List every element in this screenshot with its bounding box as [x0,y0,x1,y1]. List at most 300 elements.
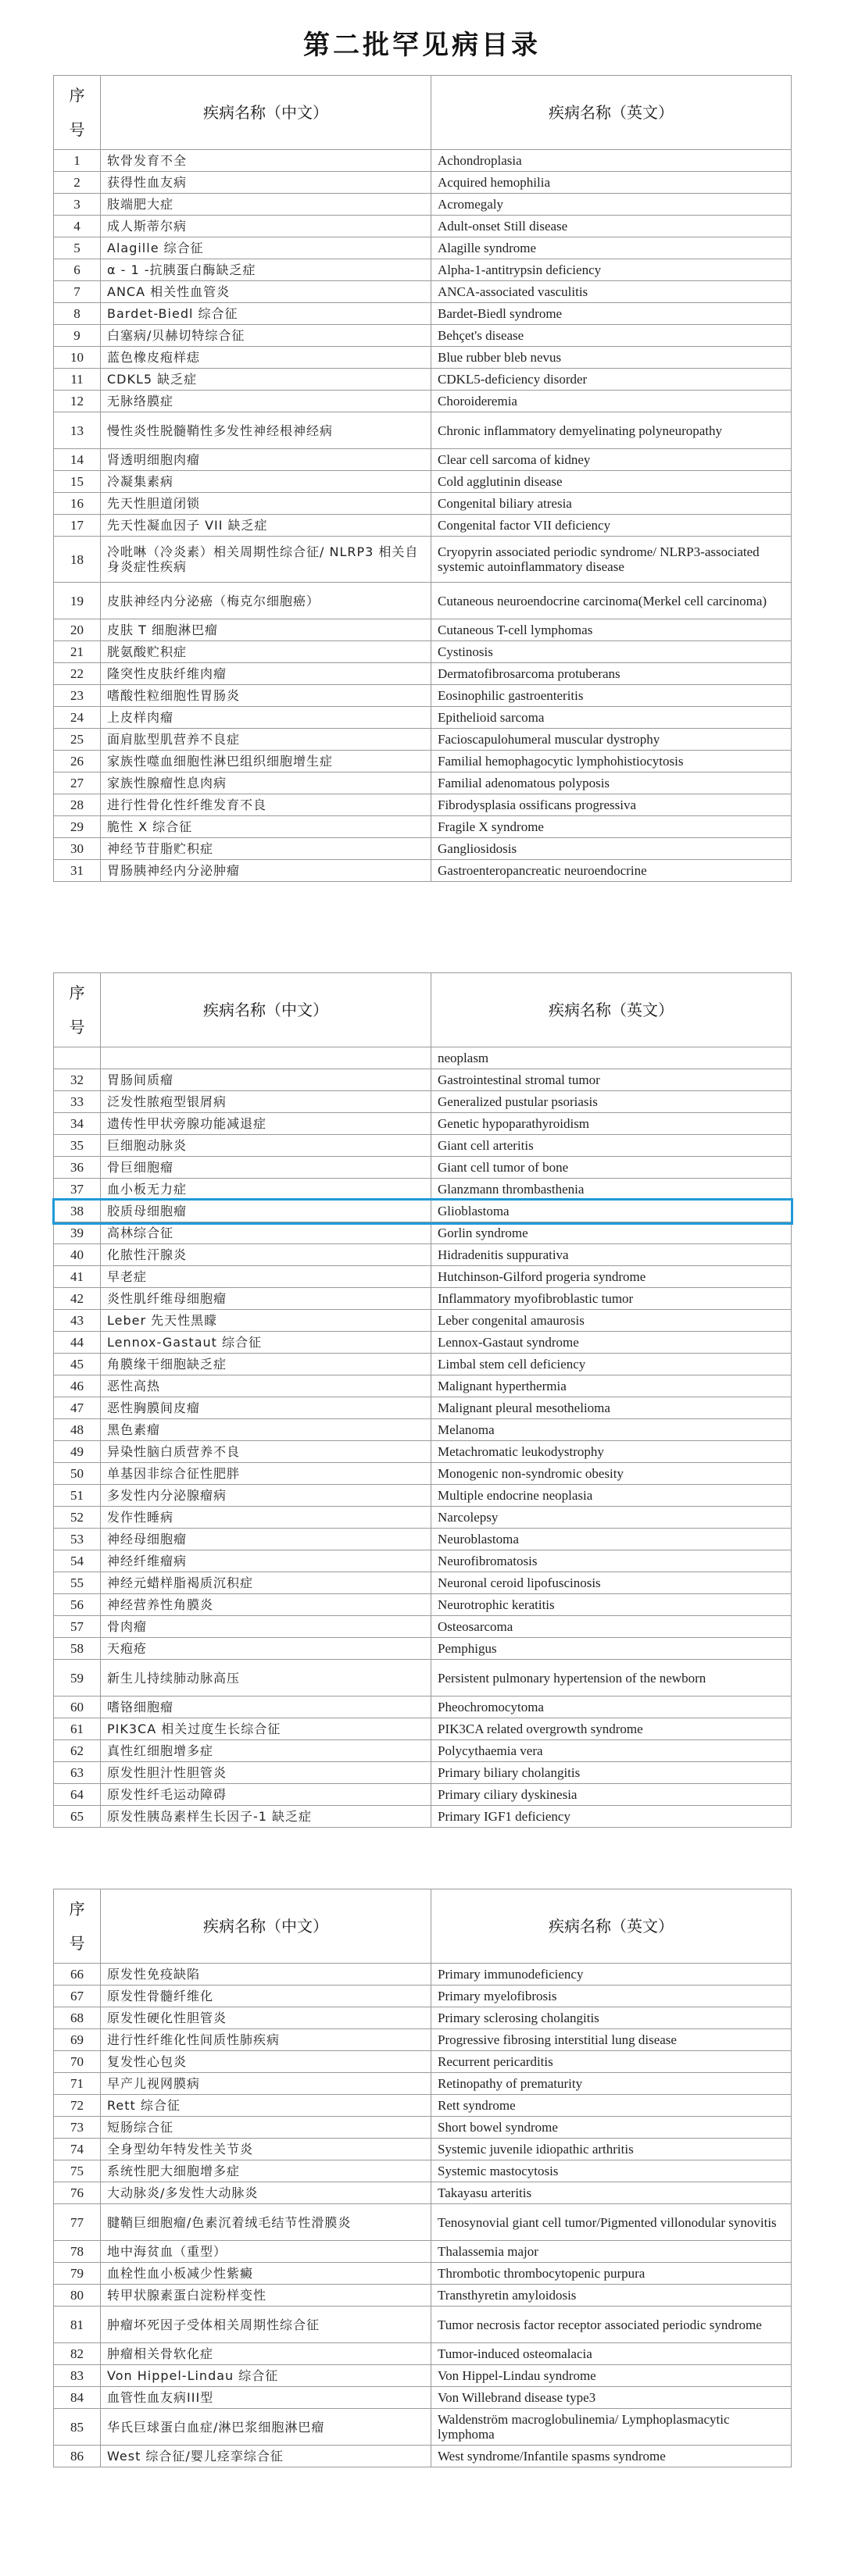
table-row [54,1784,792,1806]
english-name-cell: Primary immunodeficiency [431,1964,792,1986]
chinese-name-cell: 蓝色橡皮疱样痣 [101,347,431,369]
table-row [54,1638,792,1660]
row-number: 4 [54,216,101,237]
english-name-cell: Monogenic non-syndromic obesity [431,1463,792,1485]
chinese-name-cell: PIK3CA 相关过度生长综合征 [101,1718,431,1740]
english-name-cell: Gastrointestinal stromal tumor [431,1069,792,1091]
chinese-name-cell: 真性红细胞增多症 [101,1740,431,1762]
row-number: 8 [54,303,101,325]
row-number: 64 [54,1784,101,1806]
english-name-cell: Limbal stem cell deficiency [431,1354,792,1375]
row-number: 37 [54,1179,101,1201]
english-name-cell: Melanoma [431,1419,792,1441]
row-number: 12 [54,391,101,412]
table-row [54,1463,792,1485]
chinese-name-cell: 角膜缘干细胞缺乏症 [101,1354,431,1375]
row-number [54,1047,101,1069]
row-number: 57 [54,1616,101,1638]
row-number: 9 [54,325,101,347]
row-number: 34 [54,1113,101,1135]
row-number: 31 [54,860,101,882]
chinese-name-cell: Lennox-Gastaut 综合征 [101,1332,431,1354]
row-number: 43 [54,1310,101,1332]
chinese-name-cell: 无脉络膜症 [101,391,431,412]
english-name-cell: Osteosarcoma [431,1616,792,1638]
chinese-name-cell: 嗜酸性粒细胞性胃肠炎 [101,685,431,707]
chinese-name-cell: 冷凝集素病 [101,471,431,493]
table-row [54,1762,792,1784]
chinese-name-cell: 神经母细胞瘤 [101,1529,431,1550]
disease-table-part-1 [53,75,792,882]
english-name-cell: Progressive fibrosing interstitial lung disease [431,2029,792,2051]
row-number: 73 [54,2117,101,2139]
chinese-name-cell: CDKL5 缺乏症 [101,369,431,391]
table-row [54,729,792,751]
row-number: 32 [54,1069,101,1091]
row-number: 77 [54,2204,101,2241]
row-number: 25 [54,729,101,751]
english-name-cell: CDKL5-deficiency disorder [431,369,792,391]
row-number: 42 [54,1288,101,1310]
english-name-cell: Choroideremia [431,391,792,412]
english-name-cell: Glioblastoma [431,1201,792,1222]
english-name-cell: Cutaneous neuroendocrine carcinoma(Merkel cell carcinoma) [431,583,792,619]
english-name-cell: Bardet-Biedl syndrome [431,303,792,325]
chinese-name-cell: 原发性胆汁性胆管炎 [101,1762,431,1784]
table-row [54,1986,792,2007]
chinese-name-cell: Von Hippel-Lindau 综合征 [101,2365,431,2387]
table-row [54,1091,792,1113]
english-name-cell: Lennox-Gastaut syndrome [431,1332,792,1354]
chinese-name-cell: 炎性肌纤维母细胞瘤 [101,1288,431,1310]
row-number: 75 [54,2160,101,2182]
chinese-name-cell: 短肠综合征 [101,2117,431,2139]
row-number: 79 [54,2263,101,2285]
table-row [54,2387,792,2409]
row-number: 68 [54,2007,101,2029]
table-row [54,1310,792,1332]
table-header [54,76,792,150]
table-row [54,1157,792,1179]
table-row [54,449,792,471]
table-row [54,838,792,860]
table-row [54,1572,792,1594]
english-name-cell: Transthyretin amyloidosis [431,2285,792,2307]
table-row [54,1201,792,1222]
header-english-name: 疾病名称（英文） [431,1889,792,1964]
table-row [54,2095,792,2117]
chinese-name-cell: 血管性血友病III型 [101,2387,431,2409]
row-number: 23 [54,685,101,707]
english-name-cell: Tenosynovial giant cell tumor/Pigmented villonodular synovitis [431,2204,792,2241]
english-name-cell: Gastroenteropancreatic neuroendocrine [431,860,792,882]
english-name-cell: Hutchinson-Gilford progeria syndrome [431,1266,792,1288]
table-row [54,619,792,641]
english-name-cell: Chronic inflammatory demyelinating polyneuropathy [431,412,792,449]
row-number: 70 [54,2051,101,2073]
table-row [54,1179,792,1201]
table-row [54,1113,792,1135]
table-row [54,1354,792,1375]
english-name-cell: Generalized pustular psoriasis [431,1091,792,1113]
chinese-name-cell: 神经元蜡样脂褐质沉积症 [101,1572,431,1594]
table-row [54,2241,792,2263]
row-number: 46 [54,1375,101,1397]
english-name-cell: Short bowel syndrome [431,2117,792,2139]
table-row [54,583,792,619]
row-number: 86 [54,2446,101,2467]
chinese-name-cell: 异染性脑白质营养不良 [101,1441,431,1463]
table-row [54,1806,792,1828]
row-number: 54 [54,1550,101,1572]
chinese-name-cell: 获得性血友病 [101,172,431,194]
row-number: 13 [54,412,101,449]
table-row [54,751,792,772]
table-row [54,2073,792,2095]
english-name-cell: Pemphigus [431,1638,792,1660]
table-row [54,1964,792,1986]
chinese-name-cell: 全身型幼年特发性关节炎 [101,2139,431,2160]
chinese-name-cell: 进行性纤维化性间质性肺疾病 [101,2029,431,2051]
table-row [54,2117,792,2139]
chinese-name-cell: 进行性骨化性纤维发育不良 [101,794,431,816]
chinese-name-cell: 原发性胰岛素样生长因子-1 缺乏症 [101,1806,431,1828]
table-row [54,1740,792,1762]
chinese-name-cell: 胱氨酸贮积症 [101,641,431,663]
english-name-cell: Recurrent pericarditis [431,2051,792,2073]
chinese-name-cell: 原发性硬化性胆管炎 [101,2007,431,2029]
english-name-cell: Neurotrophic keratitis [431,1594,792,1616]
chinese-name-cell: 胃肠间质瘤 [101,1069,431,1091]
table-row [54,2446,792,2467]
header-number: 序 号 [54,1889,101,1964]
table-row [54,303,792,325]
row-number: 81 [54,2307,101,2343]
chinese-name-cell: 家族性噬血细胞性淋巴组织细胞增生症 [101,751,431,772]
row-number: 33 [54,1091,101,1113]
header-number: 序 号 [54,76,101,150]
english-name-cell: Systemic juvenile idiopathic arthritis [431,2139,792,2160]
table-row [54,1135,792,1157]
row-number: 27 [54,772,101,794]
row-number: 74 [54,2139,101,2160]
table-row [54,1485,792,1507]
chinese-name-cell: 多发性内分泌腺瘤病 [101,1485,431,1507]
table-row [54,2029,792,2051]
table-row [54,2343,792,2365]
chinese-name-cell: 先天性凝血因子 VII 缺乏症 [101,515,431,537]
chinese-name-cell: 华氏巨球蛋白血症/淋巴浆细胞淋巴瘤 [101,2409,431,2446]
chinese-name-cell: 复发性心包炎 [101,2051,431,2073]
table-row [54,1288,792,1310]
row-number: 21 [54,641,101,663]
table-row [54,369,792,391]
english-name-cell: Cryopyrin associated periodic syndrome/ NLRP3-associated systemic autoinflammatory disease [431,537,792,583]
table-row [54,794,792,816]
row-number: 60 [54,1697,101,1718]
row-number: 30 [54,838,101,860]
table-row [54,2307,792,2343]
table-row [54,1529,792,1550]
row-number: 62 [54,1740,101,1762]
chinese-name-cell: 胃肠胰神经内分泌肿瘤 [101,860,431,882]
row-number: 49 [54,1441,101,1463]
chinese-name-cell: 转甲状腺素蛋白淀粉样变性 [101,2285,431,2307]
english-name-cell: Thrombotic thrombocytopenic purpura [431,2263,792,2285]
row-number: 5 [54,237,101,259]
header-english-name: 疾病名称（英文） [431,76,792,150]
table-row [54,1266,792,1288]
english-name-cell: Rett syndrome [431,2095,792,2117]
english-name-cell: Multiple endocrine neoplasia [431,1485,792,1507]
row-number: 39 [54,1222,101,1244]
chinese-name-cell: 巨细胞动脉炎 [101,1135,431,1157]
header-english-name: 疾病名称（英文） [431,973,792,1047]
english-name-cell: Alagille syndrome [431,237,792,259]
table-row [54,2409,792,2446]
row-number: 7 [54,281,101,303]
chinese-name-cell: 神经纤维瘤病 [101,1550,431,1572]
table-row [54,237,792,259]
english-name-cell: Persistent pulmonary hypertension of the newborn [431,1660,792,1697]
english-name-cell: Von Hippel-Lindau syndrome [431,2365,792,2387]
row-number: 1 [54,150,101,172]
row-number: 44 [54,1332,101,1354]
table-row [54,2263,792,2285]
header-chinese-name: 疾病名称（中文） [101,1889,431,1964]
table-row [54,860,792,882]
row-number: 71 [54,2073,101,2095]
table-row [54,772,792,794]
chinese-name-cell: 先天性胆道闭锁 [101,493,431,515]
row-number: 22 [54,663,101,685]
table-row [54,641,792,663]
chinese-name-cell: 神经节苷脂贮积症 [101,838,431,860]
english-name-cell: ANCA-associated vasculitis [431,281,792,303]
row-number: 78 [54,2241,101,2263]
chinese-name-cell: Rett 综合征 [101,2095,431,2117]
table-row [54,537,792,583]
english-name-cell: Eosinophilic gastroenteritis [431,685,792,707]
chinese-name-cell: 脆性 X 综合征 [101,816,431,838]
header-chinese-name: 疾病名称（中文） [101,76,431,150]
chinese-name-cell: 血栓性血小板减少性紫癜 [101,2263,431,2285]
english-name-cell: Primary biliary cholangitis [431,1762,792,1784]
table-row [54,325,792,347]
table-row [54,2139,792,2160]
english-name-cell: Tumor-induced osteomalacia [431,2343,792,2365]
row-number: 72 [54,2095,101,2117]
english-name-cell: Familial adenomatous polyposis [431,772,792,794]
chinese-name-cell: 隆突性皮肤纤维肉瘤 [101,663,431,685]
table-row [54,663,792,685]
chinese-name-cell: 恶性高热 [101,1375,431,1397]
english-name-cell: Systemic mastocytosis [431,2160,792,2182]
english-name-cell: Gorlin syndrome [431,1222,792,1244]
english-name-cell: Behçet's disease [431,325,792,347]
chinese-name-cell: 胶质母细胞瘤 [101,1201,431,1222]
english-name-cell: Primary IGF1 deficiency [431,1806,792,1828]
row-number: 36 [54,1157,101,1179]
row-number: 83 [54,2365,101,2387]
chinese-name-cell: Bardet-Biedl 综合征 [101,303,431,325]
english-name-cell: Malignant pleural mesothelioma [431,1397,792,1419]
english-name-cell: Epithelioid sarcoma [431,707,792,729]
chinese-name-cell: 高林综合征 [101,1222,431,1244]
row-number: 80 [54,2285,101,2307]
english-name-cell: PIK3CA related overgrowth syndrome [431,1718,792,1740]
chinese-name-cell: 皮肤 T 细胞淋巴瘤 [101,619,431,641]
chinese-name-cell: 早产儿视网膜病 [101,2073,431,2095]
row-number: 50 [54,1463,101,1485]
disease-table-part-2 [53,972,792,1828]
english-name-cell: Neuronal ceroid lipofuscinosis [431,1572,792,1594]
row-number: 26 [54,751,101,772]
table-row [54,2051,792,2073]
english-name-cell: Neurofibromatosis [431,1550,792,1572]
table-row [54,281,792,303]
english-name-cell: Genetic hypoparathyroidism [431,1113,792,1135]
table-row [54,1332,792,1354]
chinese-name-cell: 大动脉炎/多发性大动脉炎 [101,2182,431,2204]
chinese-name-cell: ANCA 相关性血管炎 [101,281,431,303]
row-number: 58 [54,1638,101,1660]
table-row [54,1550,792,1572]
english-name-cell: Gangliosidosis [431,838,792,860]
chinese-name-cell: 新生儿持续肺动脉高压 [101,1660,431,1697]
chinese-name-cell: 发作性睡病 [101,1507,431,1529]
chinese-name-cell: 白塞病/贝赫切特综合征 [101,325,431,347]
english-name-cell: Primary myelofibrosis [431,1986,792,2007]
chinese-name-cell: 嗜铬细胞瘤 [101,1697,431,1718]
english-name-cell: Achondroplasia [431,150,792,172]
row-number: 20 [54,619,101,641]
table-row [54,1222,792,1244]
english-name-cell: Hidradenitis suppurativa [431,1244,792,1266]
english-name-cell: Congenital factor VII deficiency [431,515,792,537]
row-number: 59 [54,1660,101,1697]
chinese-name-cell: 冷吡啉（冷炎素）相关周期性综合征/ NLRP3 相关自身炎症性疾病 [101,537,431,583]
table-row [54,412,792,449]
chinese-name-cell: 皮肤神经内分泌癌（梅克尔细胞癌） [101,583,431,619]
chinese-name-cell: α - 1 -抗胰蛋白酶缺乏症 [101,259,431,281]
row-number: 16 [54,493,101,515]
chinese-name-cell: 肿瘤坏死因子受体相关周期性综合征 [101,2307,431,2343]
row-number: 24 [54,707,101,729]
chinese-name-cell: 系统性肥大细胞增多症 [101,2160,431,2182]
row-number: 6 [54,259,101,281]
chinese-name-cell: 肢端肥大症 [101,194,431,216]
english-name-cell: Congenital biliary atresia [431,493,792,515]
english-name-cell: Fragile X syndrome [431,816,792,838]
english-name-cell: Polycythaemia vera [431,1740,792,1762]
row-number: 47 [54,1397,101,1419]
chinese-name-cell: 黑色素瘤 [101,1419,431,1441]
english-name-cell: Waldenström macroglobulinemia/ Lymphoplasmacytic lymphoma [431,2409,792,2446]
chinese-name-cell [101,1047,431,1069]
row-number: 10 [54,347,101,369]
chinese-name-cell: 骨巨细胞瘤 [101,1157,431,1179]
english-name-cell: Leber congenital amaurosis [431,1310,792,1332]
table-row [54,685,792,707]
english-name-cell: Adult-onset Still disease [431,216,792,237]
table-row [54,1397,792,1419]
row-number: 17 [54,515,101,537]
english-name-cell: Retinopathy of prematurity [431,2073,792,2095]
table-row [54,707,792,729]
english-name-cell: Inflammatory myofibroblastic tumor [431,1288,792,1310]
row-number: 82 [54,2343,101,2365]
chinese-name-cell: 肿瘤相关骨软化症 [101,2343,431,2365]
english-name-cell: Cutaneous T-cell lymphomas [431,619,792,641]
table-row [54,1419,792,1441]
english-name-cell: Malignant hyperthermia [431,1375,792,1397]
english-name-cell: Narcolepsy [431,1507,792,1529]
row-number: 14 [54,449,101,471]
table-row [54,2365,792,2387]
page-title: 第二批罕见病目录 [303,30,541,61]
row-number: 11 [54,369,101,391]
english-name-cell: neoplasm [431,1047,792,1069]
chinese-name-cell: 上皮样肉瘤 [101,707,431,729]
chinese-name-cell: 地中海贫血（重型） [101,2241,431,2263]
english-name-cell: Cold agglutinin disease [431,471,792,493]
row-number: 2 [54,172,101,194]
english-name-cell: Metachromatic leukodystrophy [431,1441,792,1463]
table-row [54,172,792,194]
row-number: 35 [54,1135,101,1157]
table-row [54,216,792,237]
table-row [54,1047,792,1069]
english-name-cell: Fibrodysplasia ossificans progressiva [431,794,792,816]
table-header [54,1889,792,1964]
chinese-name-cell: 原发性纤毛运动障碍 [101,1784,431,1806]
row-number: 51 [54,1485,101,1507]
row-number: 28 [54,794,101,816]
row-number: 41 [54,1266,101,1288]
chinese-name-cell: 成人斯蒂尔病 [101,216,431,237]
chinese-name-cell: 遗传性甲状旁腺功能减退症 [101,1113,431,1135]
row-number: 65 [54,1806,101,1828]
table-row [54,259,792,281]
table-row [54,1697,792,1718]
table-row [54,2007,792,2029]
row-number: 85 [54,2409,101,2446]
english-name-cell: West syndrome/Infantile spasms syndrome [431,2446,792,2467]
chinese-name-cell: 原发性免疫缺陷 [101,1964,431,1986]
chinese-name-cell: 慢性炎性脱髓鞘性多发性神经根神经病 [101,412,431,449]
row-number: 55 [54,1572,101,1594]
chinese-name-cell: 化脓性汗腺炎 [101,1244,431,1266]
table-row [54,194,792,216]
row-number: 19 [54,583,101,619]
row-number: 61 [54,1718,101,1740]
header-number: 序 号 [54,973,101,1047]
chinese-name-cell: West 综合征/婴儿痉挛综合征 [101,2446,431,2467]
english-name-cell: Dermatofibrosarcoma protuberans [431,663,792,685]
table-row [54,347,792,369]
chinese-name-cell: 早老症 [101,1266,431,1288]
english-name-cell: Alpha-1-antitrypsin deficiency [431,259,792,281]
row-number: 63 [54,1762,101,1784]
row-number: 67 [54,1986,101,2007]
table-row [54,391,792,412]
chinese-name-cell: 天疱疮 [101,1638,431,1660]
disease-table-part-3 [53,1889,792,2467]
chinese-name-cell: 家族性腺瘤性息肉病 [101,772,431,794]
english-name-cell: Thalassemia major [431,2241,792,2263]
chinese-name-cell: 原发性骨髓纤维化 [101,1986,431,2007]
